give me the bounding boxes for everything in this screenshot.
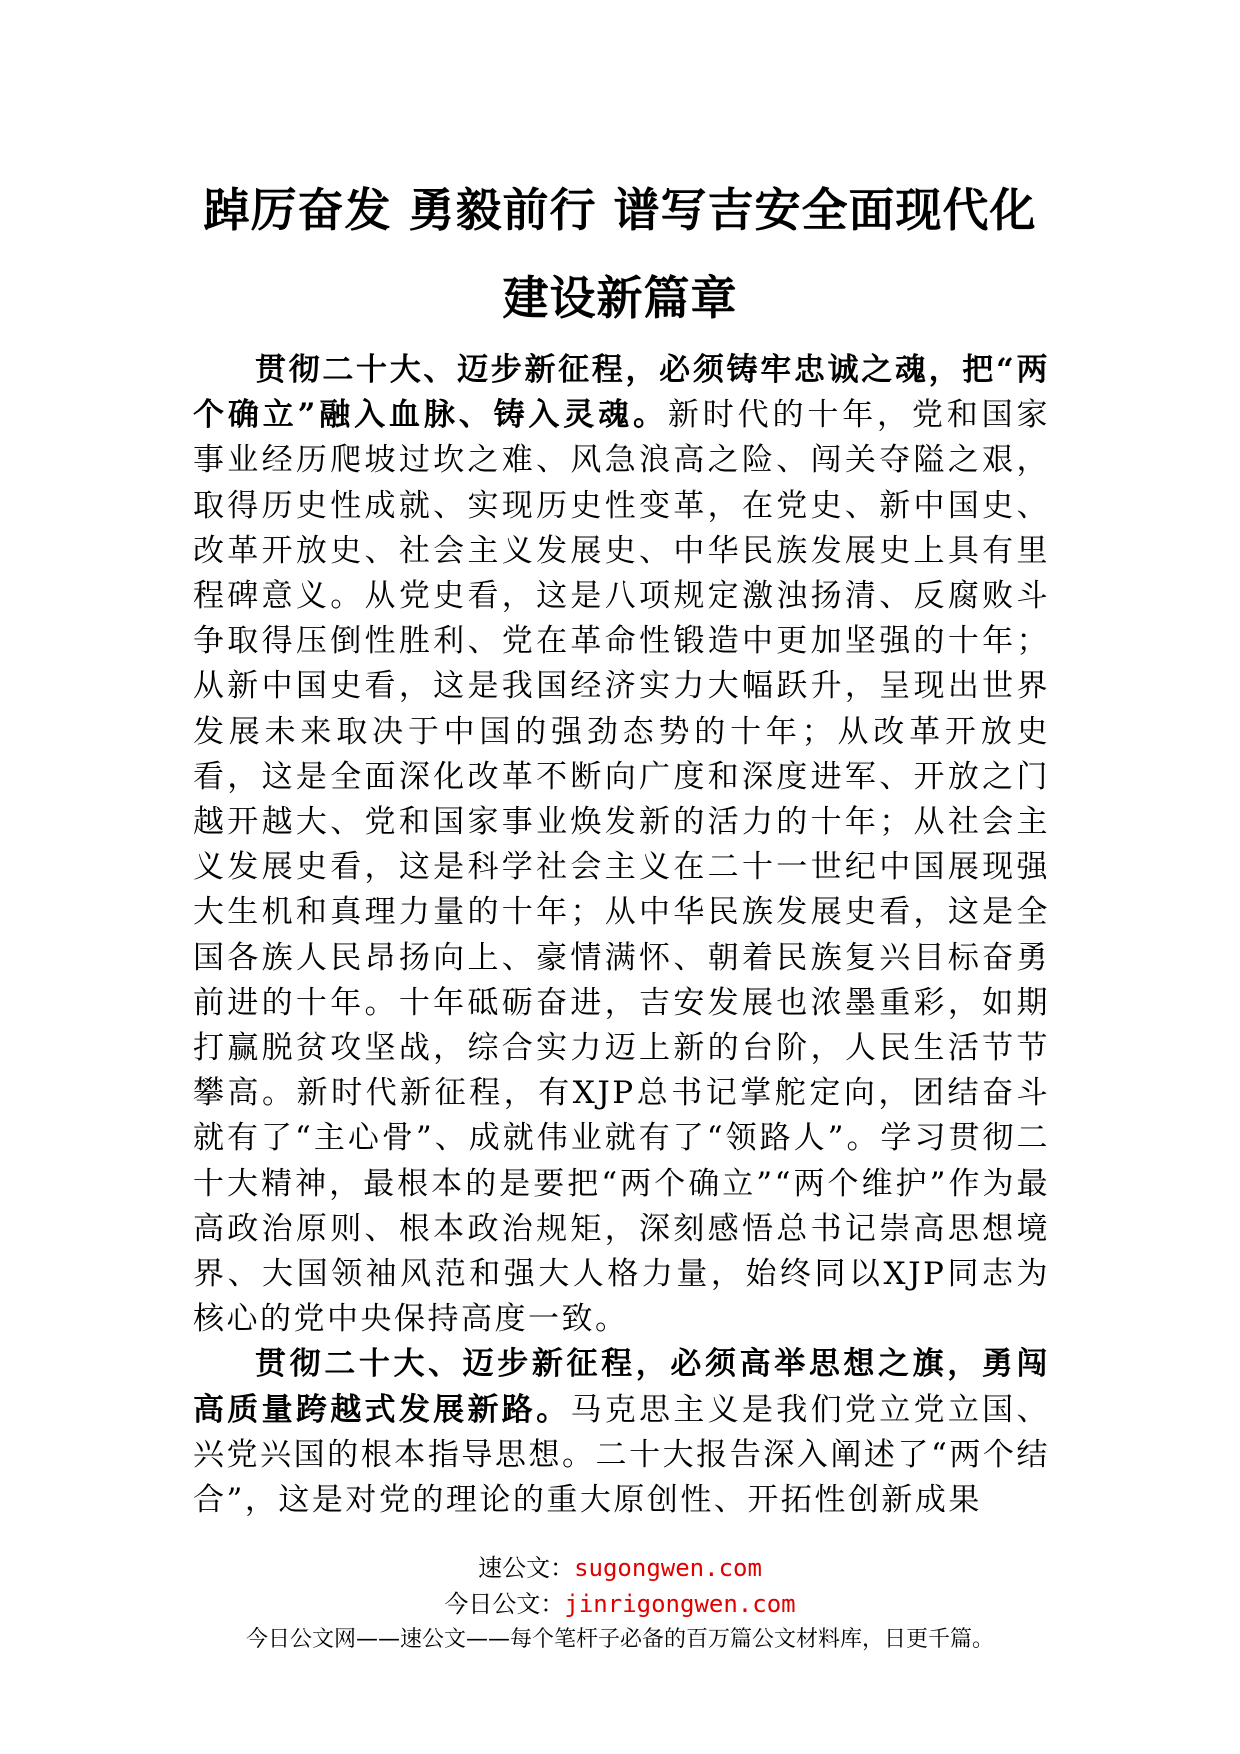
document-title-line-1: 踔厉奋发 勇毅前行 谱写吉安全面现代化 (203, 183, 1037, 237)
footer-jinrigongwen-label: 今日公文： (444, 1590, 565, 1618)
document-body (193, 348, 1050, 1523)
paragraph-1-lead: 贯彻二十大、迈步新征程，必须铸牢忠诚之魂，把“两个确立”融入血脉、铸入灵魂。 (193, 352, 1050, 434)
footer-slogan: 今日公文网——速公文——每个笔杆子必备的百万篇公文材料库，日更千篇。 (245, 1627, 994, 1652)
footer-sugongwen (0, 1548, 1240, 1583)
footer-sugongwen-link[interactable]: sugongwen.com (574, 1554, 762, 1582)
paragraph-1 (193, 348, 1050, 1342)
footer-jinrigongwen (0, 1584, 1240, 1619)
footer-sugongwen-label: 速公文： (478, 1554, 575, 1582)
paragraph-1-text: 新时代的十年，党和国家事业经历爬坡过坎之难、风急浪高之险、闯关夺隘之艰，取得历史性成就、实现历史性变革，在党史、新中国史、改革开放史、社会主义发展史、中华民族发展史上具有里程碑意义。从党史看，这是八项规定激浊扬清、反腐败斗争取得压倒性胜利、党在革命性锻造中更加坚强的十年；从新中国史看，这是我国经济实力大幅跃升，呈现出世界发展未来取决于中国的强劲态势的十年；从改革开放史看，这是全面深化改革不断向广度和深度进军、开放之门越开越大、党和国家事业焕发新的活力的十年；从社会主义发展史看，这是科学社会主义在二十一世纪中国展现强大生机和真理力量的十年；从中华民族发展史看，这是全国各族人民昂扬向上、豪情满怀、朝着民族复兴目标奋勇前进的十年。十年砥砺奋进，吉安发展也浓墨重彩，如期打赢脱贫攻坚战，综合实力迈上新的台阶，人民生活节节攀高。新时代新征程，有XJP总书记掌舵定向，团结奋斗就有了“主心骨”、成就伟业就有了“领路人”。学习贯彻二十大精神，最根本的是要把“两个确立”“两个维护”作为最高政治原则、根本政治规矩，深刻感悟总书记崇高思想境界、大国领袖风范和强大人格力量，始终同以XJP同志为核心的党中央保持高度一致。 (193, 397, 1050, 1338)
paragraph-2 (193, 1342, 1050, 1523)
paragraph-2-lead: 贯彻二十大、迈步新征程，必须高举思想之旗，勇闯高质量跨越式发展新路。 (193, 1346, 1050, 1428)
document-title-line-2: 建设新篇章 (502, 271, 738, 325)
footer-jinrigongwen-link[interactable]: jinrigongwen.com (564, 1590, 796, 1618)
paragraph-2-text: 马克思主义是我们党立党立国、兴党兴国的根本指导思想。二十大报告深入阐述了“两个结合”，这是对党的理论的重大原创性、开拓性创新成果 (193, 1391, 1050, 1519)
